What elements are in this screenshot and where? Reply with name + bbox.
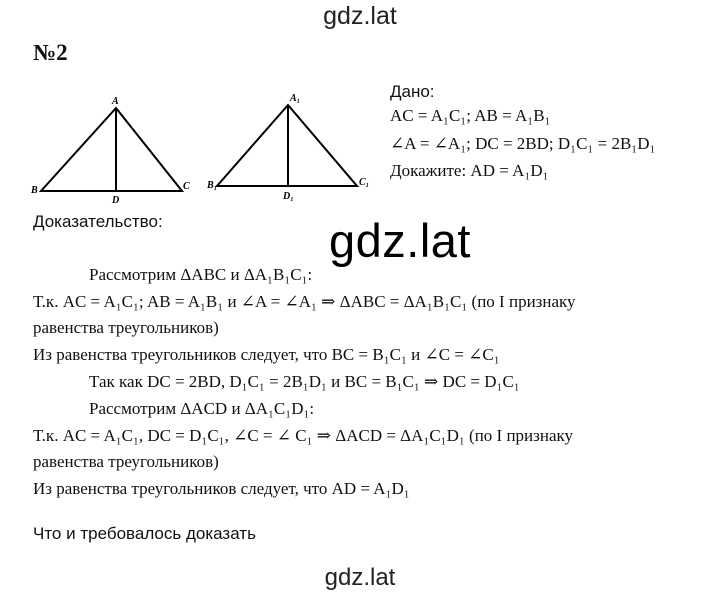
proof-line-8: равенства треугольников) bbox=[33, 452, 219, 471]
given-line-3: Докажите: AD = A₁D₁ bbox=[390, 161, 549, 180]
proof-line-2: Т.к. AC = A₁C₁; AB = A₁B₁ и ∠A = ∠A₁ ⇒ ΔABC = ΔA₁B₁C₁ (по I признаку bbox=[33, 292, 576, 311]
vertex-label-a: A bbox=[112, 96, 119, 107]
watermark-top: gdz.lat bbox=[323, 2, 397, 30]
given-line-1: AC = A₁C₁; AB = A₁B₁ bbox=[390, 106, 551, 125]
triangle-a1b1c1 bbox=[217, 105, 357, 186]
proof-conclusion: Что и требовалось доказать bbox=[33, 524, 256, 543]
proof-line-9: Из равенства треугольников следует, что AD = A₁D₁ bbox=[33, 479, 410, 498]
vertex-label-d1: D₁ bbox=[283, 191, 294, 202]
proof-line-7: Т.к. AC = A₁C₁, DC = D₁C₁, ∠C = ∠ C₁ ⇒ ΔACD = ΔA₁C₁D₁ (по I признаку bbox=[33, 426, 574, 445]
vertex-label-a1: A₁ bbox=[290, 93, 301, 104]
vertex-label-c1: C₁ bbox=[359, 177, 370, 188]
proof-line-5: Так как DC = 2BD, D₁C₁ = 2B₁D₁ и BC = B₁C₁ ⇒ DC = D₁C₁ bbox=[89, 372, 520, 391]
proof-line-1: Рассмотрим ΔABC и ΔA₁B₁C₁: bbox=[89, 265, 313, 284]
given-line-2: ∠A = ∠A₁; DC = 2BD; D₁C₁ = 2B₁D₁ bbox=[390, 134, 656, 153]
proof-heading: Доказательство: bbox=[33, 212, 163, 231]
proof-line-6: Рассмотрим ΔACD и ΔA₁C₁D₁: bbox=[89, 399, 315, 418]
watermark-bottom: gdz.lat bbox=[324, 564, 396, 591]
triangle-abc bbox=[41, 108, 182, 191]
proof-line-3: равенства треугольников) bbox=[33, 318, 219, 337]
triangle-abc-outline bbox=[41, 108, 182, 191]
given-heading: Дано: bbox=[390, 82, 435, 101]
vertex-label-b1: B₁ bbox=[207, 180, 218, 191]
proof-line-4: Из равенства треугольников следует, что BC = B₁C₁ и ∠C = ∠C₁ bbox=[33, 345, 500, 364]
watermark-middle: gdz.lat bbox=[329, 214, 471, 267]
problem-number: №2 bbox=[33, 40, 68, 65]
vertex-label-d: D bbox=[112, 195, 120, 206]
vertex-label-b: B bbox=[31, 185, 38, 196]
vertex-label-c: C bbox=[183, 181, 190, 192]
